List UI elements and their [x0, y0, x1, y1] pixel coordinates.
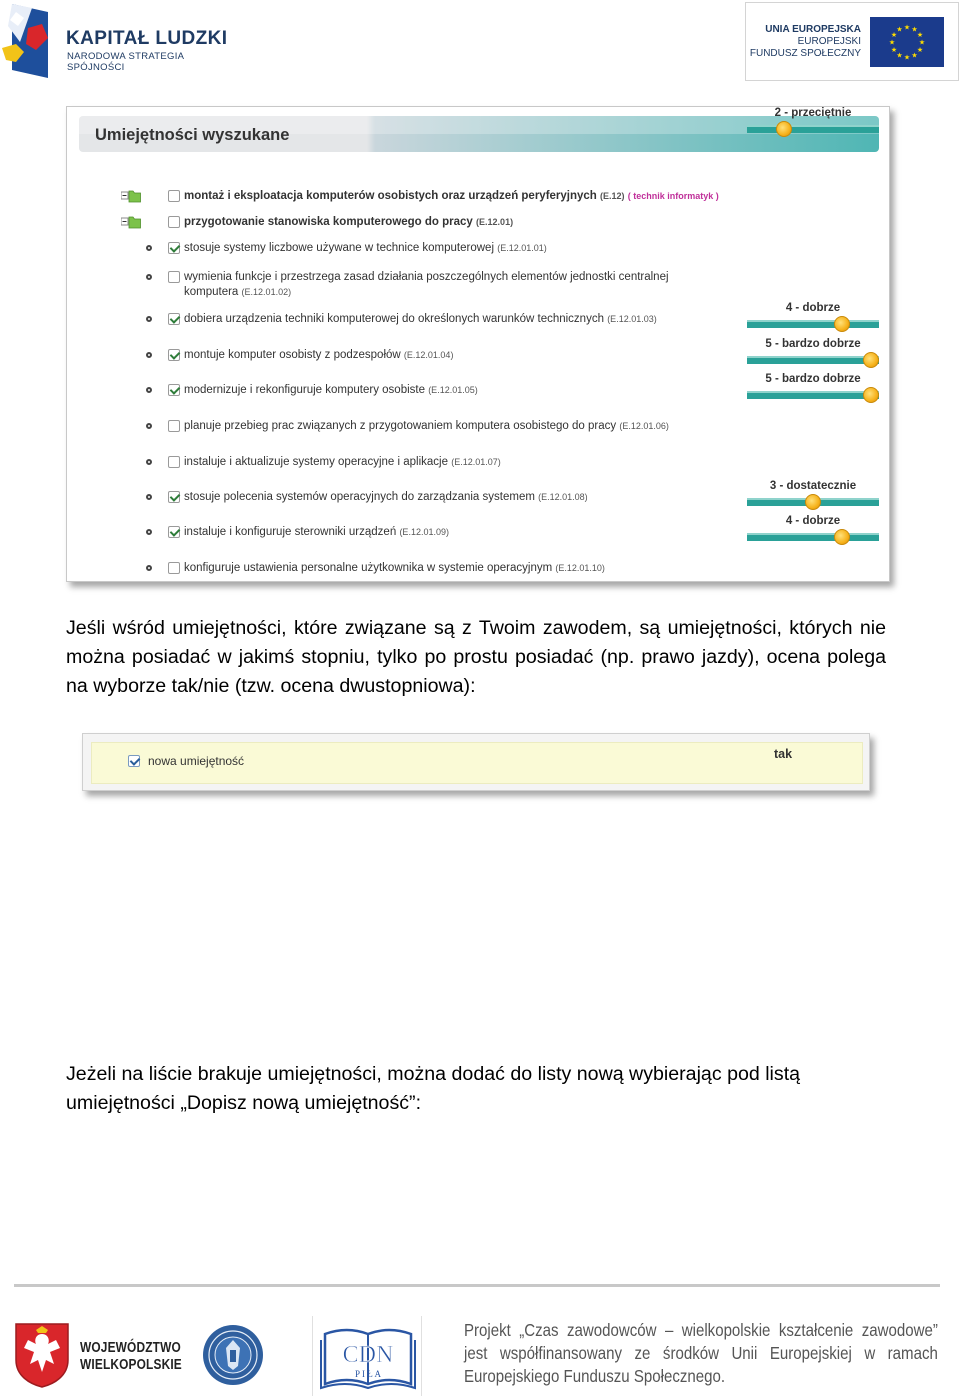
skills-panel-title: Umiejętności wyszukane [95, 126, 290, 144]
rating-track[interactable] [747, 356, 879, 364]
skill-code: (E.12.01.06) [619, 421, 669, 431]
bullet-icon [146, 352, 152, 358]
cdn-book-icon [319, 1320, 417, 1392]
eu-flag-icon [870, 17, 944, 67]
footer-divider [14, 1284, 940, 1287]
skill-code: (E.12.01.03) [607, 314, 657, 324]
rating-label: 3 - dostatecznie [769, 480, 857, 492]
skill-row [67, 270, 891, 300]
skill-checkbox[interactable] [168, 420, 180, 432]
skill-label [184, 270, 724, 300]
skill-label-text: instaluje i konfiguruje sterowniki urządzeń [184, 526, 397, 538]
woj-line1: WOJEWÓDZTWO [80, 1340, 181, 1356]
eu-star-icon: ★ [918, 39, 926, 47]
paragraph-add-skill: Jeżeli na liście brakuje umiejętności, można dodać do listy nową wybierając pod listą umiejętności „Dopisz nową umiejętność”: [66, 1063, 801, 1114]
eu-star-icon: ★ [903, 24, 911, 32]
binary-skill-row [91, 742, 863, 784]
rating-label: 5 - bardzo dobrze [765, 338, 861, 350]
skill-label-text: planuje przebieg prac związanych z przygotowaniem komputera osobistego do pracy [184, 420, 617, 432]
rating-track[interactable] [747, 533, 879, 541]
skill-code: (E.12.01.02) [241, 287, 292, 297]
skill-code: (E.12.01.04) [403, 350, 454, 360]
skill-label-text: instaluje i aktualizuje systemy operacyjne i aplikacje [184, 456, 448, 468]
skill-row [67, 419, 891, 449]
skill-checkbox[interactable] [168, 562, 180, 574]
skill-checkbox[interactable] [168, 271, 180, 283]
rating-label: 4 - dobrze [785, 302, 841, 314]
bullet-icon [146, 529, 152, 535]
skill-checkbox[interactable] [168, 349, 180, 361]
skill-row [67, 241, 891, 271]
rating-track[interactable] [747, 320, 879, 328]
wojewodztwo-wielkopolskie-logo [80, 1340, 182, 1374]
skill-label [184, 241, 724, 256]
rating-label: 2 - przeciętnie [774, 107, 852, 119]
skill-checkbox[interactable] [168, 242, 180, 254]
bullet-icon [146, 316, 152, 322]
skill-code: (E.12.01.05) [428, 385, 478, 395]
skill-code: (E.12.01.08) [538, 492, 588, 502]
skill-label-text: stosuje polecenia systemów operacyjnych do zarządzania systemem [184, 491, 535, 503]
skill-code: (E.12.01.01) [497, 243, 547, 253]
folder-expand-icon[interactable] [121, 215, 141, 229]
rating-slider[interactable] [747, 373, 879, 401]
skill-label-text: modernizuje i rekonfiguruje komputery osobiste [184, 384, 425, 396]
bullet-icon [146, 494, 152, 500]
eu-star-icon: ★ [911, 26, 918, 34]
rating-slider[interactable] [747, 338, 879, 366]
skill-code: (E.12.01.07) [451, 457, 501, 467]
skill-label [184, 189, 724, 204]
kapital-ludzki-flag-icon [2, 4, 50, 78]
skill-checkbox[interactable] [168, 491, 180, 503]
eu-social-fund-logo [745, 2, 959, 81]
eu-star-icon: ★ [896, 26, 903, 34]
skill-label [184, 419, 724, 434]
skill-label [184, 561, 724, 576]
rating-slider[interactable] [747, 107, 879, 135]
project-funding-note: Projekt „Czas zawodowców – wielkopolskie kształcenie zawodowe” jest współfinansowany ze środków Unii Europejskiej w ramach Europejskiego Funduszu Społecznego. [464, 1320, 938, 1386]
rating-label: 4 - dobrze [785, 515, 841, 527]
skill-checkbox[interactable] [168, 456, 180, 468]
rating-label: 5 - bardzo dobrze [765, 373, 861, 385]
eu-star-icon: ★ [916, 47, 924, 54]
skill-label-text: przygotowanie stanowiska komputerowego do pracy [184, 216, 473, 228]
rating-slider[interactable] [747, 480, 879, 508]
binary-skill-value[interactable]: tak [774, 747, 793, 761]
rating-track[interactable] [747, 125, 879, 133]
rating-knob[interactable] [863, 352, 879, 368]
bullet-icon [146, 459, 152, 465]
skill-row [67, 561, 891, 591]
eu-star-icon: ★ [903, 54, 911, 62]
kapital-ludzki-subtitle: NARODOWA STRATEGIA SPÓJNOŚCI [67, 51, 184, 73]
rating-knob[interactable] [834, 529, 850, 545]
skill-checkbox[interactable] [168, 216, 180, 228]
university-seal-icon [202, 1324, 264, 1386]
eu-star-icon: ★ [896, 52, 903, 60]
skill-label [184, 312, 724, 327]
skill-label [184, 525, 724, 540]
skill-label-text: montuje komputer osobisty z podzespołów [184, 349, 401, 361]
rating-track[interactable] [747, 391, 879, 399]
eu-star-icon: ★ [888, 39, 896, 47]
skill-label [184, 383, 724, 398]
skill-code: (E.12) [600, 191, 625, 201]
bullet-icon [146, 423, 152, 429]
skill-label-text: montaż i eksploatacja komputerów osobistych oraz urządzeń peryferyjnych [184, 190, 597, 202]
bullet-icon [146, 245, 152, 251]
rating-knob[interactable] [834, 316, 850, 332]
eu-star-icon: ★ [916, 32, 924, 39]
folder-expand-icon[interactable] [121, 189, 141, 203]
binary-skill-checkbox[interactable] [128, 755, 140, 767]
rating-knob[interactable] [776, 121, 792, 137]
skill-label-text: dobiera urządzenia techniki komputerowej do określonych warunków technicznych [184, 313, 604, 325]
eu-logo-text [750, 24, 861, 60]
skill-checkbox[interactable] [168, 384, 180, 396]
kapital-ludzki-logo [0, 0, 240, 82]
skill-label [184, 490, 724, 505]
skill-checkbox[interactable] [168, 190, 180, 202]
eu-star-icon: ★ [890, 32, 898, 39]
rating-knob[interactable] [805, 494, 821, 510]
eu-star-icon: ★ [890, 47, 898, 54]
paragraph-binary-rating: Jeśli wśród umiejętności, które związane są z Twoim zawodem, są umiejętności, których nie można posiadać w jakimś stopniu, tylko po prostu posiadać (np. prawo jazdy), ocena polega na wyborze tak/nie (tzw. ocena dwustopniowa): [66, 617, 886, 697]
cdn-text: CDN [342, 1342, 394, 1368]
eu-logo-line1: UNIA EUROPEJSKA [765, 24, 861, 35]
eu-star-icon: ★ [911, 52, 918, 60]
eu-logo-line2: EUROPEJSKI [797, 36, 861, 47]
skill-code: (E.12.01) [476, 217, 514, 227]
skill-label-text: konfiguruje ustawienia personalne użytkownika w systemie operacyjnym [184, 562, 553, 574]
cdn-subtext: P I Ł A [355, 1369, 381, 1379]
skill-label-text: stosuje systemy liczbowe używane w technice komputerowej [184, 242, 494, 254]
rating-knob[interactable] [863, 387, 879, 403]
skill-checkbox[interactable] [168, 313, 180, 325]
skill-label [184, 348, 724, 363]
eu-logo-line3: FUNDUSZ SPOŁECZNY [749, 48, 861, 59]
bullet-icon [146, 274, 152, 280]
cdn-pila-logo [312, 1316, 422, 1396]
skill-checkbox[interactable] [168, 526, 180, 538]
binary-skill-screenshot [82, 733, 870, 791]
skill-code: (E.12.01.10) [555, 563, 605, 573]
skill-label [184, 455, 724, 470]
rating-slider[interactable] [747, 302, 879, 330]
skills-panel-screenshot [66, 106, 890, 582]
bullet-icon [146, 565, 152, 571]
profession-link[interactable]: ( technik informatyk ) [627, 191, 719, 201]
binary-skill-label: nowa umiejętność [148, 754, 245, 768]
skill-label [184, 215, 724, 230]
bullet-icon [146, 387, 152, 393]
rating-slider[interactable] [747, 515, 879, 543]
skill-code: (E.12.01.09) [399, 527, 449, 537]
wielkopolska-crest-icon [14, 1322, 70, 1388]
skill-label-text: wymienia funkcje i przestrzega zasad działania poszczególnych elementów jednostki centralnej komputera [184, 271, 669, 298]
woj-line2: WIELKOPOLSKIE [80, 1357, 182, 1373]
kapital-ludzki-title: KAPITAŁ LUDZKI [66, 28, 228, 49]
